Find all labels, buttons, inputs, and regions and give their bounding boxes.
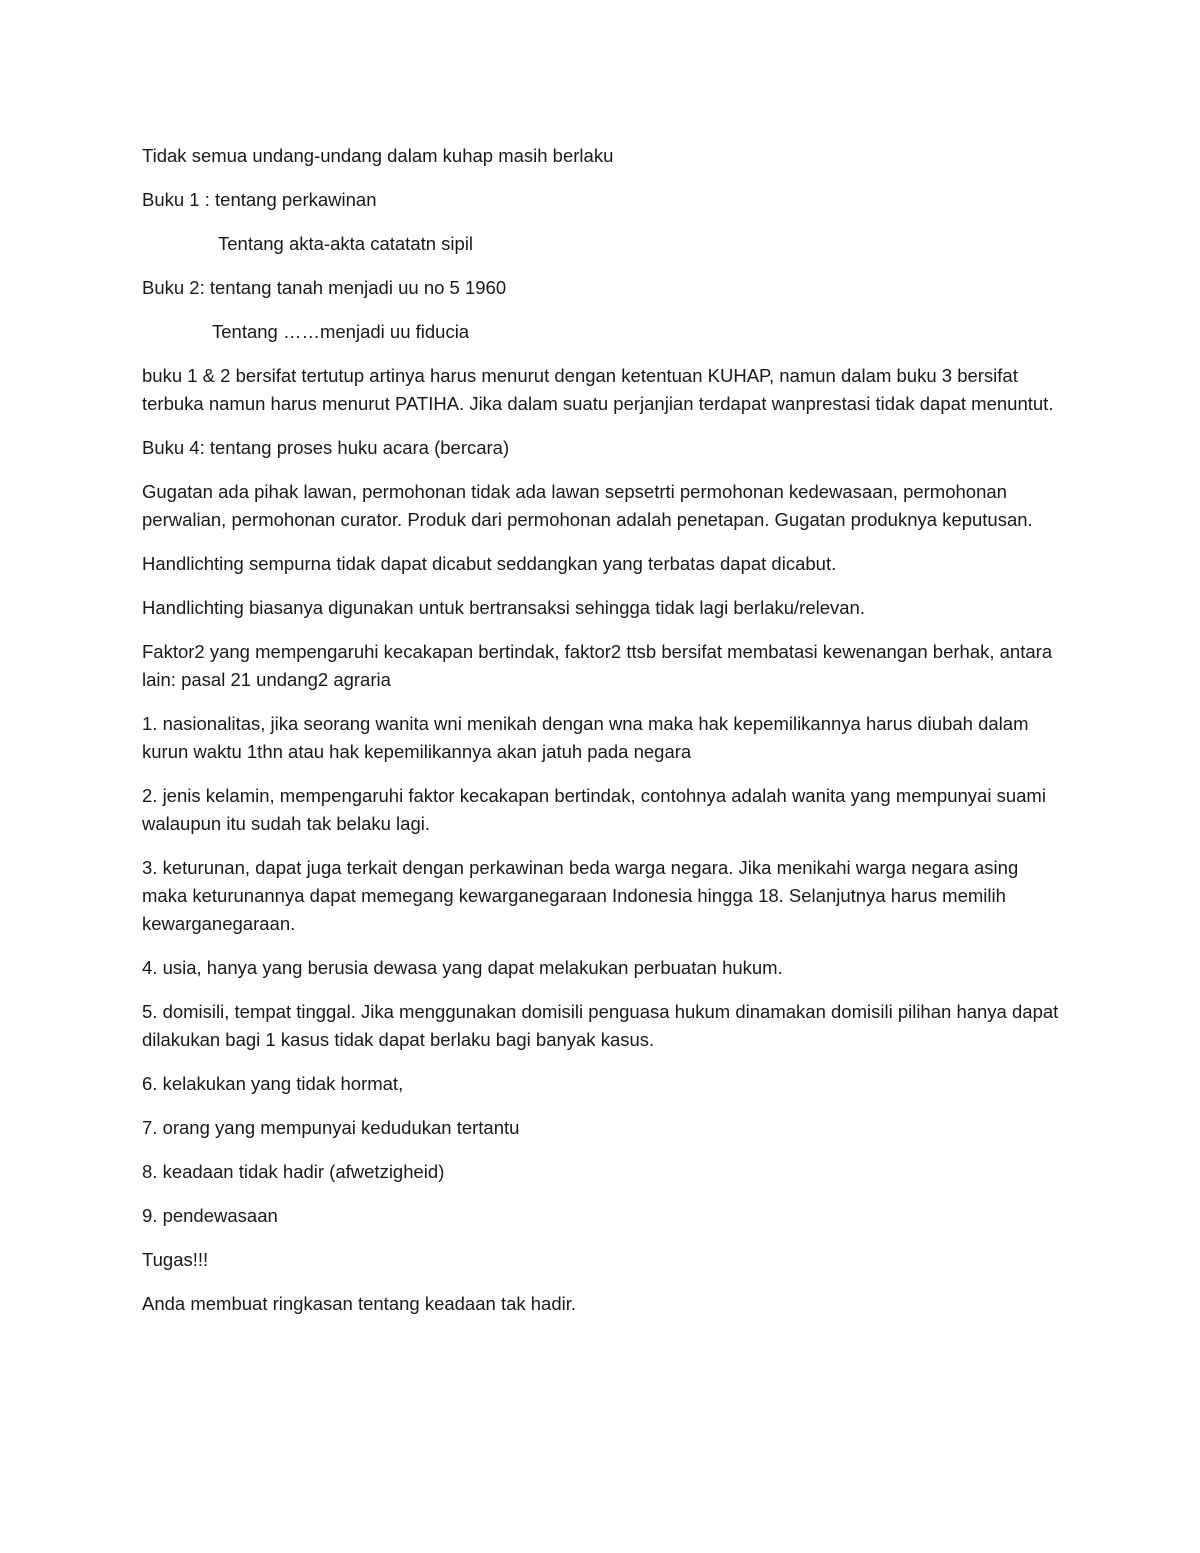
paragraph-handlichting-2: Handlichting biasanya digunakan untuk bertransaksi sehingga tidak lagi berlaku/relevan. (142, 597, 865, 618)
list-item-4: 4. usia, hanya yang berusia dewasa yang dapat melakukan perbuatan hukum. (142, 957, 783, 978)
paragraph-gugatan: Gugatan ada pihak lawan, permohonan tidak ada lawan sepsetrti permohonan kedewasaan, permohonan perwalian, permohonan curator. Produk dari permohonan adalah penetapan. Gugatan produknya keputusan. (142, 481, 1033, 530)
paragraph-buku-2-sub: Tentang ……menjadi uu fiducia (212, 321, 470, 342)
list-item-5: 5. domisili, tempat tinggal. Jika menggunakan domisili penguasa hukum dinamakan domisili pilihan hanya dapat dilakukan bagi 1 kasus tidak dapat berlaku bagi banyak kasus. (142, 1001, 1059, 1050)
paragraph-buku-4: Buku 4: tentang proses huku acara (bercara) (142, 437, 510, 458)
paragraph-faktor: Faktor2 yang mempengaruhi kecakapan bertindak, faktor2 ttsb bersifat membatasi kewenangan berhak, antara lain: pasal 21 undang2 agraria (142, 641, 1053, 690)
paragraph-handlichting-1: Handlichting sempurna tidak dapat dicabut seddangkan yang terbatas dapat dicabut. (142, 553, 837, 574)
paragraph-tugas-desc: Anda membuat ringkasan tentang keadaan tak hadir. (142, 1293, 577, 1314)
paragraph-buku-1-sub: Tentang akta-akta catatatn sipil (218, 233, 474, 254)
paragraph-buku-1: Buku 1 : tentang perkawinan (142, 189, 377, 210)
document-body (142, 142, 1062, 1334)
list-item-9: 9. pendewasaan (142, 1205, 278, 1226)
list-item-3: 3. keturunan, dapat juga terkait dengan perkawinan beda warga negara. Jika menikahi warga negara asing maka keturunannya dapat memegang kewarganegaraan Indonesia hingga 18. Selanjutnya harus memilih kewarganegaraan. (142, 857, 1019, 934)
list-item-1: 1. nasionalitas, jika seorang wanita wni menikah dengan wna maka hak kepemilikannya harus diubah dalam kurun waktu 1thn atau hak kepemilikannya akan jatuh pada negara (142, 713, 1029, 762)
paragraph-buku-1-2-note: buku 1 & 2 bersifat tertutup artinya harus menurut dengan ketentuan KUHAP, namun dalam buku 3 bersifat terbuka namun harus menurut PATIHA. Jika dalam suatu perjanjian terdapat wanprestasi tidak dapat menuntut. (142, 365, 1054, 414)
paragraph-tugas: Tugas!!! (142, 1249, 209, 1270)
paragraph-intro: Tidak semua undang-undang dalam kuhap masih berlaku (142, 145, 614, 166)
list-item-6: 6. kelakukan yang tidak hormat, (142, 1073, 404, 1094)
list-item-8: 8. keadaan tidak hadir (afwetzigheid) (142, 1161, 445, 1182)
paragraph-buku-2: Buku 2: tentang tanah menjadi uu no 5 1960 (142, 277, 507, 298)
list-item-2: 2. jenis kelamin, mempengaruhi faktor kecakapan bertindak, contohnya adalah wanita yang mempunyai suami walaupun itu sudah tak belaku lagi. (142, 785, 1046, 834)
list-item-7: 7. orang yang mempunyai kedudukan tertantu (142, 1117, 520, 1138)
